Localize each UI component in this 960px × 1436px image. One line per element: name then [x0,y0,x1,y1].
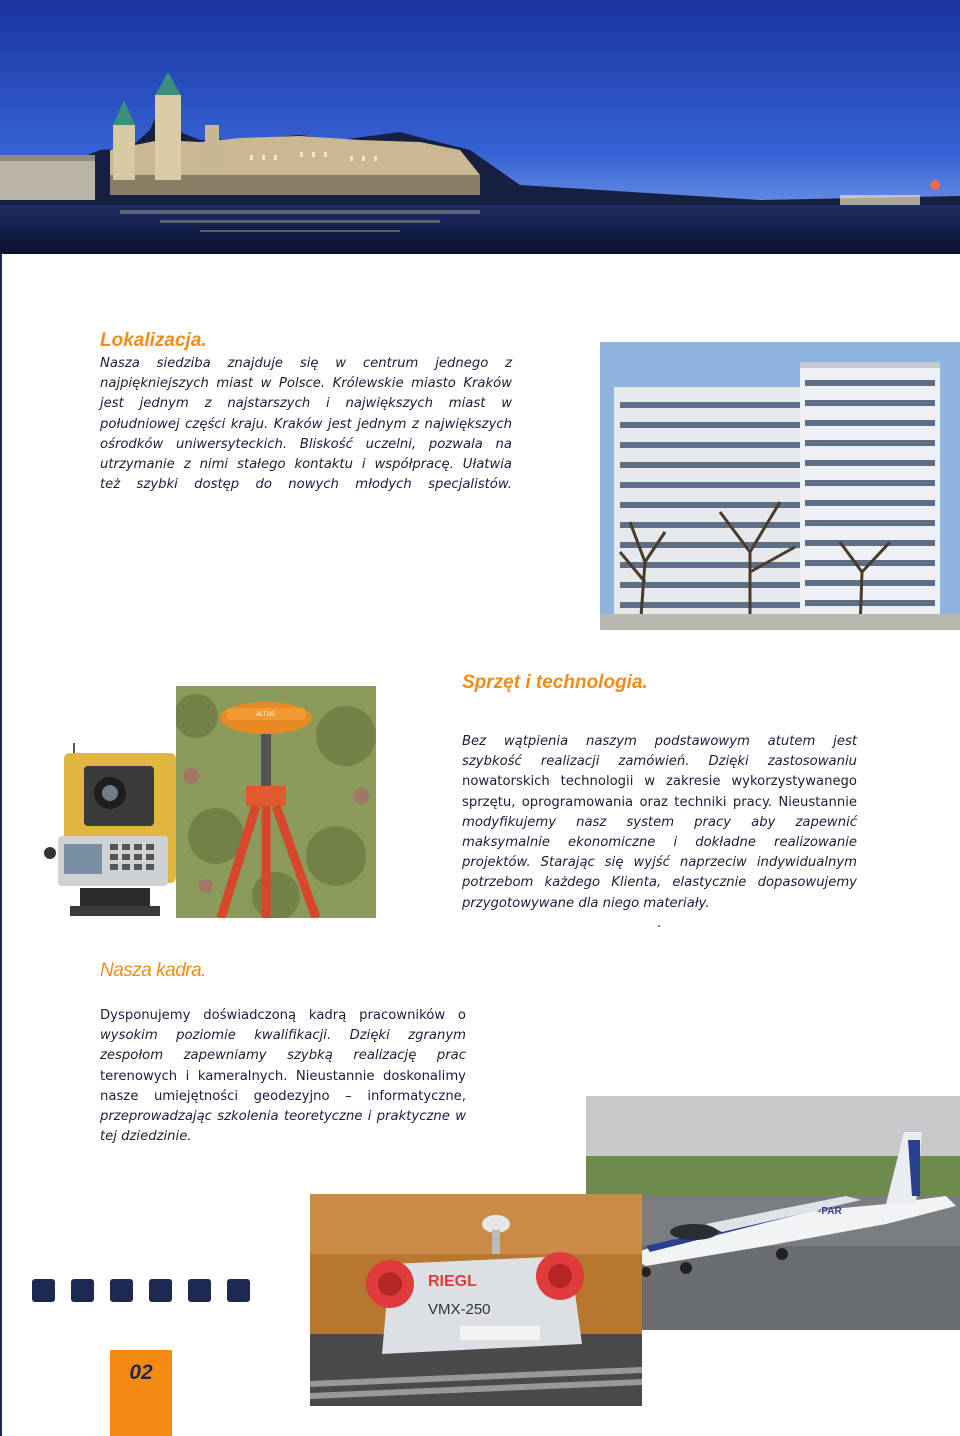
square-icon [71,1279,94,1302]
location-line-4: południowej części kraju. Kraków jest jednym z największych [100,416,512,432]
equipment-line-7: projektów. Starając się wyjść naprzeciw indywidualnym [462,855,857,871]
equipment-line-5: modyfikujemy nasz system pracy aby zapewnić [462,814,857,830]
equipment-line-9: przygotowywane dla niego materiały. [462,895,710,911]
equipment-line-3: nowatorskich technologii w zakresie wykorzystywanego [462,774,857,790]
equipment-line-1: Bez wątpienia naszym podstawowym atutem jest [462,734,857,749]
total-station-photo [40,738,180,928]
equipment-trailing-dot: . [656,915,661,931]
scanner-brand: RIEGL [428,1273,477,1290]
location-line-5: ośrodków uniwersyteckich. Bliskość uczelni, pozwala na [100,436,512,452]
gnss-label: ALTUS [256,712,275,718]
equipment-heading: Sprzęt i technologia. [462,672,648,693]
staff-line-2: wysokim poziomie kwalifikacji. Dzięki zgranym [100,1028,466,1044]
page-edge-line [0,254,2,1436]
page-number: 02 [129,1361,153,1384]
staff-line-5: nasze umiejętności geodezyjno – informatyczne, [100,1088,466,1104]
equipment-line-4: sprzętu, oprogramowania oraz techniki pracy. Nieustannie [462,794,857,810]
header-photo-wawel [0,0,960,254]
staff-line-1: Dysponujemy doświadczoną kadrą pracowników o [100,1008,466,1023]
gnss-receiver-photo [176,686,376,918]
location-paragraph [100,354,512,495]
staff-line-6: przeprowadzając szkolenia teoretyczne i praktyczne w [100,1109,466,1125]
equipment-line-8: potrzebom każdego Klienta, elastycznie dopasowujemy [462,875,857,891]
decorative-squares [32,1279,266,1307]
staff-line-7: tej dziedzinie. [100,1129,192,1145]
square-icon [188,1279,211,1302]
equipment-paragraph [462,732,857,934]
square-icon [149,1279,172,1302]
location-line-7: też szybki dostęp do nowych młodych specjalistów. [100,477,512,493]
equipment-line-2: szybkość realizacji zamówień. Dzięki zastosowaniu [462,754,857,770]
location-line-2: najpiękniejszych miast w Polsce. Królewskie miasto Kraków [100,376,512,392]
square-icon [227,1279,250,1302]
mobile-laser-scanner-photo [310,1194,642,1406]
survey-plane-photo [586,1096,960,1330]
square-icon [110,1279,133,1302]
equipment-line-6: maksymalnie ekonomiczne i dokładne realizowanie [462,835,857,851]
plane-registration: -PAR [818,1206,842,1217]
staff-heading: Nasza kadra. [100,960,206,981]
staff-paragraph [100,1006,466,1147]
staff-line-4: terenowych i kameralnych. Nieustannie doskonalimy [100,1068,466,1084]
square-icon [32,1279,55,1302]
location-heading: Lokalizacja. [100,330,207,351]
location-line-3: jest jednym z najstarszych i największych miast w [100,396,512,412]
staff-line-3: zespołom zapewniamy szybką realizację prac [100,1048,466,1064]
scanner-model: VMX-250 [428,1301,491,1318]
office-building-photo [600,342,960,630]
location-line-6: utrzymanie z nimi stałego kontaktu i współpracę. Ułatwia [100,457,512,473]
location-line-1: Nasza siedziba znajduje się w centrum jednego z [100,356,512,371]
